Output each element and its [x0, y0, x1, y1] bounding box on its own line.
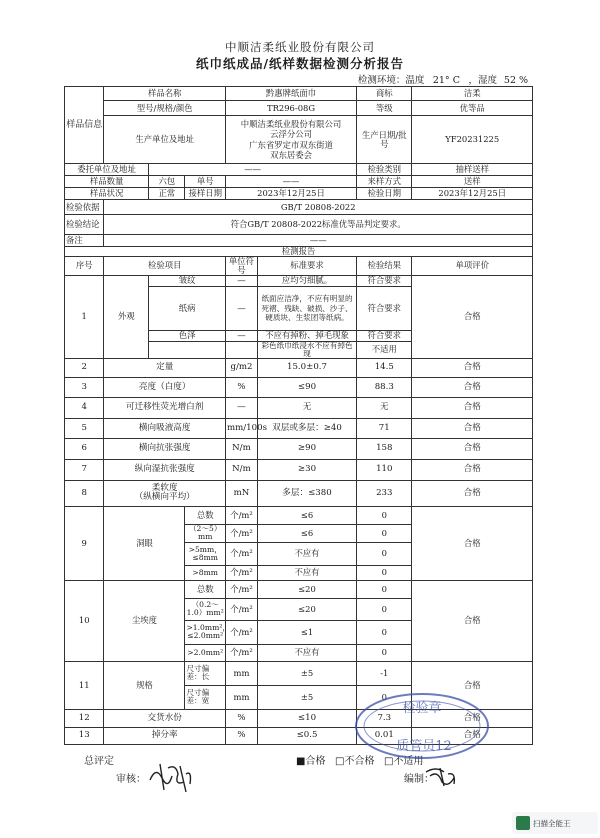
row-result: 0 — [357, 542, 412, 565]
row-no: 12 — [65, 709, 104, 727]
na-checkbox: □不适用 — [384, 756, 424, 767]
grade-label: 等级 — [357, 101, 412, 116]
row-unit: 个/m² — [225, 506, 257, 524]
row-std: 不应有 — [257, 644, 356, 661]
sub-item: 总数 — [185, 580, 226, 598]
col-std: 标准要求 — [257, 257, 356, 276]
row-std: ≥30 — [257, 459, 356, 480]
row-unit: mN — [225, 480, 257, 506]
producer-line: 广东省罗定市双东街道 — [249, 139, 333, 150]
row-unit: — — [225, 330, 257, 341]
row-std: ≤10 — [257, 709, 356, 727]
company-name: 中顺洁柔纸业股份有限公司 — [225, 40, 375, 54]
row-result: 0.01 — [357, 727, 412, 744]
sub-item: 尺寸偏差：长 — [185, 661, 226, 685]
row-unit: 个/m² — [225, 598, 257, 620]
row-result: -1 — [357, 661, 412, 685]
row-no: 8 — [65, 480, 104, 506]
row-item: 纵向湿抗张强度 — [104, 459, 226, 480]
row-no: 11 — [65, 661, 104, 709]
row-eval: 合格 — [412, 459, 533, 480]
env-label: 检测环境：温度 — [357, 75, 425, 86]
row-item: 可迁移性荧光增白剂 — [104, 397, 226, 418]
row-eval: 合格 — [412, 727, 533, 744]
row-eval: 合格 — [412, 438, 533, 459]
sub-item: 纸病 — [149, 286, 226, 330]
row-unit: 个/m² — [225, 580, 257, 598]
row-std: 双层或多层：≥40 — [257, 418, 356, 438]
row-std: 应均匀细腻。 — [257, 275, 356, 286]
stamp-text: 检验章 — [402, 701, 442, 716]
row-eval: 合格 — [412, 377, 533, 397]
scanner-logo-icon — [516, 816, 530, 830]
row-std: ≤20 — [257, 580, 356, 598]
row-result: 0 — [357, 644, 412, 661]
conclusion-value: 符合GB/T 20808-2022标准优等品判定要求。 — [104, 215, 533, 235]
sub-item: 总数 — [185, 506, 226, 524]
grade-value: 优等品 — [412, 101, 533, 116]
row-item — [104, 480, 226, 506]
model-label: 型号/规格/颜色 — [104, 101, 226, 116]
fail-checkbox: □不合格 — [335, 756, 375, 767]
row-unit: — — [225, 397, 257, 418]
row-result: 符合要求 — [357, 330, 412, 341]
producer-line: 双东居委会 — [270, 150, 312, 160]
test-type-label: 检验类别 — [357, 164, 412, 176]
row-no: 2 — [65, 358, 104, 377]
row-std: ≤6 — [257, 524, 356, 542]
row-eval: 合格 — [412, 275, 533, 358]
row-std: 不应有 — [257, 542, 356, 565]
row-unit: 个/m² — [225, 620, 257, 644]
row-no: 13 — [65, 727, 104, 744]
row-unit: 个/m² — [225, 644, 257, 661]
row-item: 掉分率 — [104, 727, 226, 744]
row-unit: 个/m² — [225, 542, 257, 565]
test-type-value: 抽样送样 — [412, 164, 533, 176]
row-result: 0 — [357, 506, 412, 524]
row-eval: 合格 — [412, 709, 533, 727]
producer-line: 云浮分公司 — [270, 129, 312, 139]
state-label: 样品状况 — [65, 188, 149, 200]
row-item-line: （纵横向平均） — [134, 492, 195, 503]
humidity-label: ，湿度 — [468, 75, 497, 86]
sampling-value: 送样 — [412, 176, 533, 188]
sample-section-label: 样品信息 — [65, 87, 104, 164]
row-result: 符合要求 — [357, 275, 412, 286]
row-std: 无 — [257, 397, 356, 418]
row-unit: % — [225, 727, 257, 744]
row-result: 71 — [357, 418, 412, 438]
row-std: ≤0.5 — [257, 727, 356, 744]
row-no: 9 — [65, 506, 104, 580]
client-label: 委托单位及地址 — [65, 164, 149, 176]
sampling-label: 来样方式 — [357, 176, 412, 188]
scanner-badge-text: 扫描全能王 — [533, 818, 571, 828]
name-label: 样品名称 — [104, 87, 226, 101]
report-table — [64, 86, 533, 745]
row-result: 14.5 — [357, 358, 412, 377]
row-result: 0 — [357, 580, 412, 598]
humidity-value: 52 % — [500, 75, 532, 87]
reviewer-signature — [146, 760, 196, 796]
row-unit: g/m2 — [225, 358, 257, 377]
sub-item: 色泽 — [149, 330, 226, 341]
row-eval: 合格 — [412, 506, 533, 580]
row-result: 158 — [357, 438, 412, 459]
row-item: 横向吸液高度 — [104, 418, 226, 438]
row-no: 10 — [65, 580, 104, 661]
row-eval: 合格 — [412, 358, 533, 377]
row-std: ≥90 — [257, 438, 356, 459]
row-unit: 个/m² — [225, 524, 257, 542]
row-unit: — — [225, 275, 257, 286]
row-eval: 合格 — [412, 418, 533, 438]
row-eval: 合格 — [412, 661, 533, 709]
recv-label: 接样日期 — [185, 188, 226, 200]
sub-item: >8mm — [185, 565, 226, 580]
row-unit: 个/m² — [225, 565, 257, 580]
row-no: 4 — [65, 397, 104, 418]
row-result: 88.3 — [357, 377, 412, 397]
row-std: ≤90 — [257, 377, 356, 397]
row-no: 5 — [65, 418, 104, 438]
row-item: 洞眼 — [104, 506, 185, 580]
date-batch-value: YF20231225 — [412, 116, 533, 164]
row-no: 6 — [65, 438, 104, 459]
blank-cell — [149, 341, 226, 358]
editor-signature — [424, 762, 460, 792]
row-result: 0 — [357, 565, 412, 580]
row-result: 0 — [357, 685, 412, 709]
sub-item: >2.0mm² — [185, 644, 226, 661]
order-value: —— — [225, 176, 356, 188]
producer-label: 生产单位及地址 — [104, 116, 226, 164]
row-std: ≤1 — [257, 620, 356, 644]
col-unit: 单位符号 — [225, 257, 257, 276]
remark-label: 备注 — [65, 235, 104, 247]
row-std: ±5 — [257, 685, 356, 709]
report-section-title: 检测报告 — [65, 247, 533, 257]
basis-label: 检验依据 — [65, 200, 104, 215]
basis-value: GB/T 20808-2022 — [104, 200, 533, 215]
sub-item: （2～5）mm — [185, 524, 226, 542]
col-no: 序号 — [65, 257, 104, 276]
row-result: 无 — [357, 397, 412, 418]
sub-item: （0.2～1.0）mm² — [185, 598, 226, 620]
blank-cell — [225, 341, 257, 358]
col-item: 检验项目 — [104, 257, 226, 276]
row-unit: mm/100s — [225, 418, 257, 438]
row-unit: N/m — [225, 459, 257, 480]
row-std: 15.0±0.7 — [257, 358, 356, 377]
date-batch-label: 生产日期/批号 — [357, 116, 412, 164]
brand-value: 洁柔 — [412, 87, 533, 101]
row-std: 不应有掉粉、掉毛现象 — [257, 330, 356, 341]
row-unit: — — [225, 286, 257, 330]
row-result: 0 — [357, 598, 412, 620]
pass-checkbox: ■合格 — [296, 756, 326, 767]
remark-value: —— — [104, 235, 533, 247]
row-result: 110 — [357, 459, 412, 480]
row-std: 彩色纸巾纸浸水不应有掉色现 — [257, 341, 356, 358]
row-item: 外观 — [104, 275, 149, 358]
test-date-value: 2023年12月25日 — [412, 188, 533, 200]
scanner-badge — [512, 812, 598, 834]
col-result: 检验结果 — [357, 257, 412, 276]
row-std: 纸面应洁净，不应有明显的死褶、残缺、破损、沙子、硬质块、生浆团等纸病。 — [257, 286, 356, 330]
editor-label: 编制： — [404, 774, 434, 785]
row-unit: % — [225, 377, 257, 397]
row-result: 符合要求 — [357, 286, 412, 330]
row-result: 不适用 — [357, 341, 412, 358]
reviewer-label: 审核： — [116, 774, 146, 785]
producer-line: 中顺洁柔纸业股份有限公司 — [240, 118, 342, 129]
row-no: 7 — [65, 459, 104, 480]
row-std: ≤20 — [257, 598, 356, 620]
row-item: 横向抗张强度 — [104, 438, 226, 459]
row-eval: 合格 — [412, 480, 533, 506]
row-no: 1 — [65, 275, 104, 358]
row-item: 亮度（白度） — [104, 377, 226, 397]
row-unit: mm — [225, 685, 257, 709]
row-item: 尘埃度 — [104, 580, 185, 661]
summary-label: 总评定 — [84, 756, 114, 767]
row-no: 3 — [65, 377, 104, 397]
test-date-label: 检验日期 — [357, 188, 412, 200]
sub-item: >5mm，≤8mm — [185, 542, 226, 565]
recv-value: 2023年12月25日 — [225, 188, 356, 200]
temperature-value: 21° C — [427, 75, 465, 87]
qty-label: 样品数量 — [65, 176, 149, 188]
producer-value — [225, 116, 356, 164]
qty-value: 六包 — [149, 176, 185, 188]
row-unit: % — [225, 709, 257, 727]
row-unit: N/m — [225, 438, 257, 459]
row-item: 定量 — [104, 358, 226, 377]
brand-label: 商标 — [357, 87, 412, 101]
col-eval: 单项评价 — [412, 257, 533, 276]
sub-item: 尺寸偏差：宽 — [185, 685, 226, 709]
test-environment — [358, 72, 532, 87]
row-result: 0 — [357, 524, 412, 542]
inspection-stamp — [352, 690, 492, 762]
row-std: 多层：≤380 — [257, 480, 356, 506]
sub-item: >1.0mm²，≤2.0mm² — [185, 620, 226, 644]
conclusion-label: 检验结论 — [65, 215, 104, 235]
row-unit: mm — [225, 661, 257, 685]
row-std: 不应有 — [257, 565, 356, 580]
order-label: 单号 — [185, 176, 226, 188]
row-eval: 合格 — [412, 397, 533, 418]
sub-item: 皱纹 — [149, 275, 226, 286]
stamp-sub: 质管员12 — [396, 739, 452, 754]
row-result: 233 — [357, 480, 412, 506]
row-item: 规格 — [104, 661, 185, 709]
row-eval: 合格 — [412, 580, 533, 661]
row-result: 0 — [357, 620, 412, 644]
state-value: 正常 — [149, 188, 185, 200]
row-item: 交货水份 — [104, 709, 226, 727]
sample-name: 黔惠牌纸面巾 — [225, 87, 356, 101]
model-value: TR296-08G — [225, 101, 356, 116]
report-title: 纸巾纸成品/纸样数据检测分析报告 — [195, 56, 405, 71]
row-std: ≤6 — [257, 506, 356, 524]
row-std: ±5 — [257, 661, 356, 685]
client-value: —— — [149, 164, 357, 176]
row-item-line: 柔软度 — [151, 483, 178, 494]
row-result: 7.3 — [357, 709, 412, 727]
